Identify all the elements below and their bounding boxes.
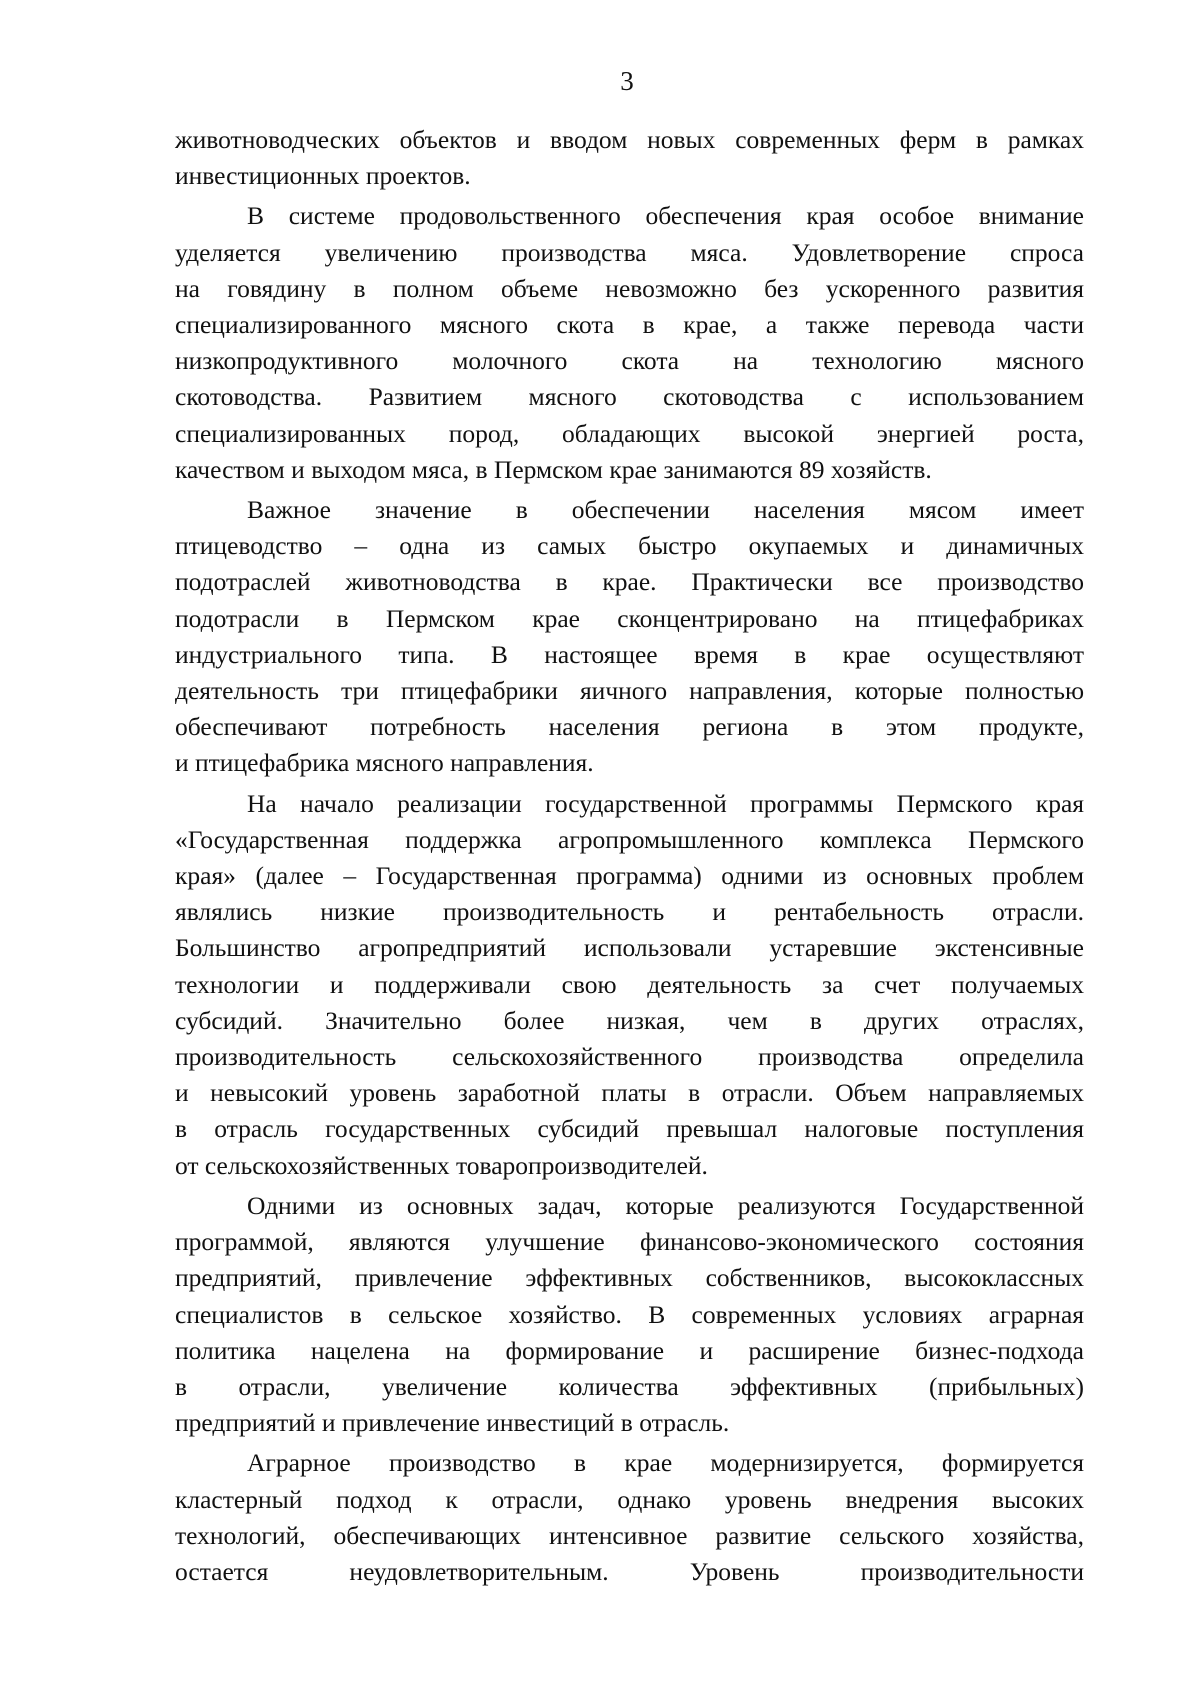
text-line: специализированных пород, обладающих высокой энергией роста, [175, 418, 1084, 448]
text-line: скотоводства. Развитием мясного скотоводства с использованием [175, 382, 1084, 412]
text-line: производительность сельскохозяйственного производства определила [175, 1042, 1084, 1072]
text-line: от сельскохозяйственных товаропроизводителей. [175, 1150, 708, 1180]
paragraph [175, 122, 1084, 194]
text-line: технологий, обеспечивающих интенсивное развитие сельского хозяйства, [175, 1520, 1084, 1550]
text-line: обеспечивают потребность населения региона в этом продукте, [175, 712, 1084, 742]
text-line: на говядину в полном объеме невозможно без ускоренного развития [175, 273, 1084, 303]
text-line: птицеводство – одна из самых быстро окупаемых и динамичных [175, 531, 1084, 561]
text-line: края» (далее – Государственная программа) одними из основных проблем [175, 861, 1084, 891]
text-line: и птицефабрика мясного направления. [175, 748, 594, 778]
document-body [175, 122, 1084, 1594]
text-line: программой, являются улучшение финансово-экономического состояния [175, 1227, 1084, 1257]
text-line: подотраслей животноводства в крае. Практически все производство [175, 567, 1084, 597]
paragraph [175, 786, 1084, 1184]
paragraph [175, 198, 1084, 488]
text-line: кластерный подход к отрасли, однако уровень внедрения высоких [175, 1484, 1084, 1514]
paragraph [175, 492, 1084, 782]
text-line: политика нацелена на формирование и расширение бизнес-подхода [175, 1335, 1084, 1365]
text-line: подотрасли в Пермском крае сконцентрировано на птицефабриках [175, 603, 1084, 633]
paragraph [175, 1188, 1084, 1441]
text-line: Одними из основных задач, которые реализуются Государственной [247, 1190, 1084, 1220]
text-line: Аграрное производство в крае модернизируется, формируется [247, 1448, 1084, 1478]
text-line: качеством и выходом мяса, в Пермском крае занимаются 89 хозяйств. [175, 454, 932, 484]
text-line: предприятий и привлечение инвестиций в отрасль. [175, 1408, 730, 1438]
text-line: остается неудовлетворительным. Уровень производительности [175, 1556, 1084, 1586]
text-line: инвестиционных проектов. [175, 161, 471, 191]
text-line: «Государственная поддержка агропромышленного комплекса Пермского [175, 824, 1084, 854]
text-line: деятельность три птицефабрики яичного направления, которые полностью [175, 676, 1084, 706]
text-line: На начало реализации государственной программы Пермского края [247, 788, 1084, 818]
text-line: в отрасли, увеличение количества эффективных (прибыльных) [175, 1371, 1084, 1401]
text-line: индустриального типа. В настоящее время в крае осуществляют [175, 639, 1084, 669]
text-line: В системе продовольственного обеспечения края особое внимание [247, 201, 1084, 231]
text-line: субсидий. Значительно более низкая, чем в других отраслях, [175, 1005, 1084, 1035]
text-line: и невысокий уровень заработной платы в отрасли. Объем направляемых [175, 1078, 1084, 1108]
text-line: являлись низкие производительность и рентабельность отрасли. [175, 897, 1084, 927]
page-number: 3 [620, 66, 634, 96]
text-line: низкопродуктивного молочного скота на технологию мясного [175, 346, 1084, 376]
text-line: Большинство агропредприятий использовали устаревшие экстенсивные [175, 933, 1084, 963]
text-line: специалистов в сельское хозяйство. В современных условиях аграрная [175, 1299, 1084, 1329]
text-line: животноводческих объектов и вводом новых современных ферм в рамках [175, 125, 1084, 154]
text-line: специализированного мясного скота в крае, а также перевода части [175, 310, 1084, 340]
text-line: в отрасль государственных субсидий превышал налоговые поступления [175, 1114, 1084, 1144]
text-line: технологии и поддерживали свою деятельность за счет получаемых [175, 969, 1084, 999]
text-line: предприятий, привлечение эффективных собственников, высококлассных [175, 1263, 1084, 1293]
text-line: Важное значение в обеспечении населения мясом имеет [247, 495, 1084, 525]
paragraph [175, 1445, 1084, 1590]
text-line: уделяется увеличению производства мяса. Удовлетворение спроса [175, 237, 1084, 267]
